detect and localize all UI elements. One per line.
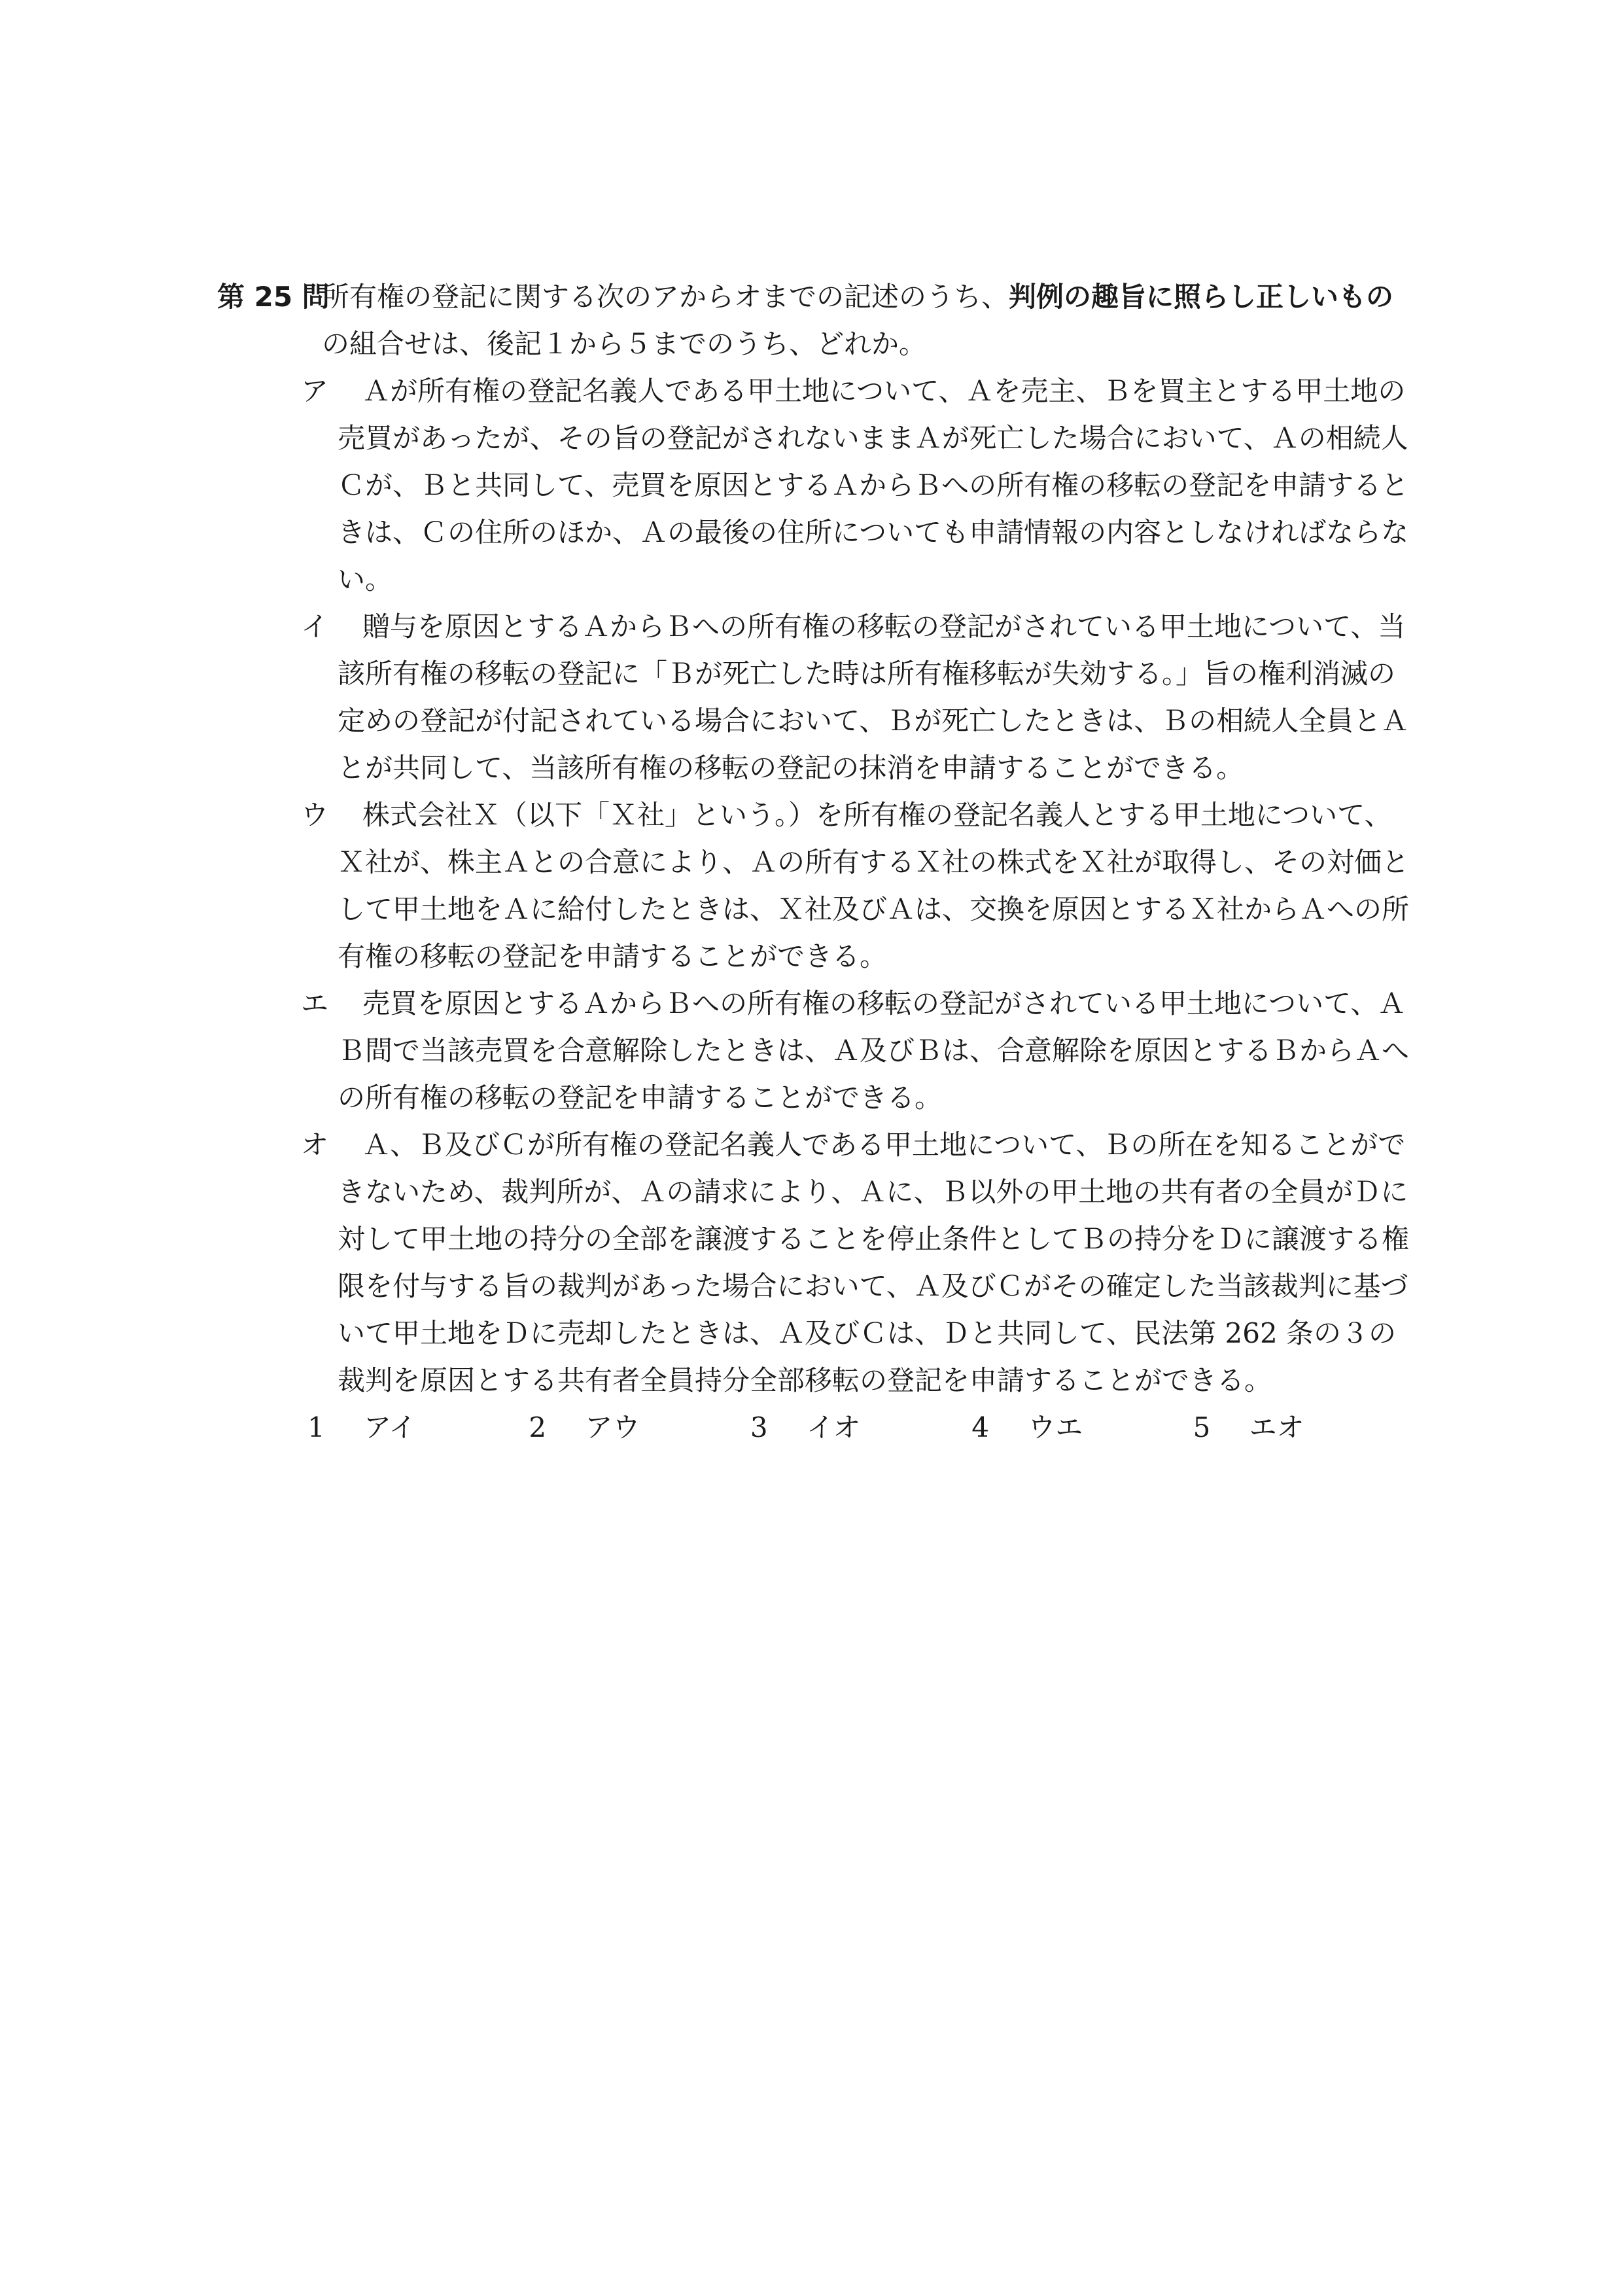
question-header [217,274,1414,368]
statement-label: ウ [301,799,329,831]
choice-number: 2 [529,1411,547,1443]
statement-label: ア [301,375,329,407]
statement-item-i [301,603,1414,792]
statement-text: Ａが所有権の登記名義人である甲土地について、Ａを売主、Ｂを買主とする甲土地の売買があったが、その旨の登記がされないままＡが死亡した場合において、Ａの相続人Ｃが、Ｂと共同して、売買を原因とするＡからＢへの所有権の移転の登記を申請するときは、Ｃの住所のほか、Ａの最後の住所についても申請情報の内容としなければならない。 [338,375,1409,595]
statement-item-e [301,980,1414,1122]
answer-choice-2 [529,1404,750,1451]
statement-item-a [301,368,1414,603]
question-stem-text: 所有権の登記に関する次のアからオまでの記述のうち、 [322,281,1009,313]
choice-number: 4 [971,1411,989,1443]
answer-choice-1 [307,1404,529,1451]
statement-label: イ [301,610,329,643]
choice-number: 1 [307,1411,325,1443]
question-stem [322,274,1414,368]
statement-text: Ａ、Ｂ及びＣが所有権の登記名義人である甲土地について、Ｂの所在を知ることができないため、裁判所が、Ａの請求により、Ａに、Ｂ以外の甲土地の共有者の全員がＤに対して甲土地の持分の全部を譲渡することを停止条件としてＢの持分をＤに譲渡する権限を付与する旨の裁判があった場合において、Ａ及びＣがその確定した当該裁判に基づいて甲土地をＤに売却したときは、Ａ及びＣは、Ｄと共同して、民法第 262 条の３の裁判を原因とする共有者全員持分全部移転の登記を申請することができる。 [338,1129,1410,1396]
statement-label: エ [301,987,329,1019]
statement-label: オ [301,1129,329,1161]
statement-text: 売買を原因とするＡからＢへの所有権の移転の登記がされている甲土地について、ＡＢ間で当該売買を合意解除したときは、Ａ及びＢは、合意解除を原因とするＢからＡへの所有権の移転の登記を申請することができる。 [338,987,1410,1114]
statement-text: 株式会社Ｘ（以下「Ｘ社」という。）を所有権の登記名義人とする甲土地について、Ｘ社が、株主Ａとの合意により、Ａの所有するＸ社の株式をＸ社が取得し、その対価として甲土地をＡに給付したときは、Ｘ社及びＡは、交換を原因とするＸ社からＡへの所有権の移転の登記を申請することができる。 [338,799,1410,972]
statement-item-u [301,792,1414,980]
answer-choice-5 [1193,1404,1414,1451]
question-stem-emphasis: 判例の趣旨に照らし正しいもの [1009,281,1394,313]
choice-number: 3 [750,1411,768,1443]
question-stem-text-end: の組合せは、後記１から５までのうち、どれか。 [322,328,927,360]
answer-choice-3 [750,1404,971,1451]
statement-item-o [301,1122,1414,1404]
answer-choice-4 [971,1404,1193,1451]
choice-number: 5 [1193,1411,1211,1443]
question-block [217,274,1414,1451]
answer-choices [217,1404,1414,1451]
statement-list [217,368,1414,1404]
question-number: 第 25 問 [217,281,330,313]
choice-combination: アウ [585,1411,640,1443]
choice-combination: ウエ [1028,1411,1083,1443]
choice-combination: アイ [364,1411,417,1443]
choice-combination: イオ [806,1411,861,1443]
choice-combination: エオ [1249,1411,1304,1443]
statement-text: 贈与を原因とするＡからＢへの所有権の移転の登記がされている甲土地について、当該所有権の移転の登記に「Ｂが死亡した時は所有権移転が失効する。」旨の権利消滅の定めの登記が付記されている場合において、Ｂが死亡したときは、Ｂの相続人全員とＡとが共同して、当該所有権の移転の登記の抹消を申請することができる。 [338,610,1409,784]
